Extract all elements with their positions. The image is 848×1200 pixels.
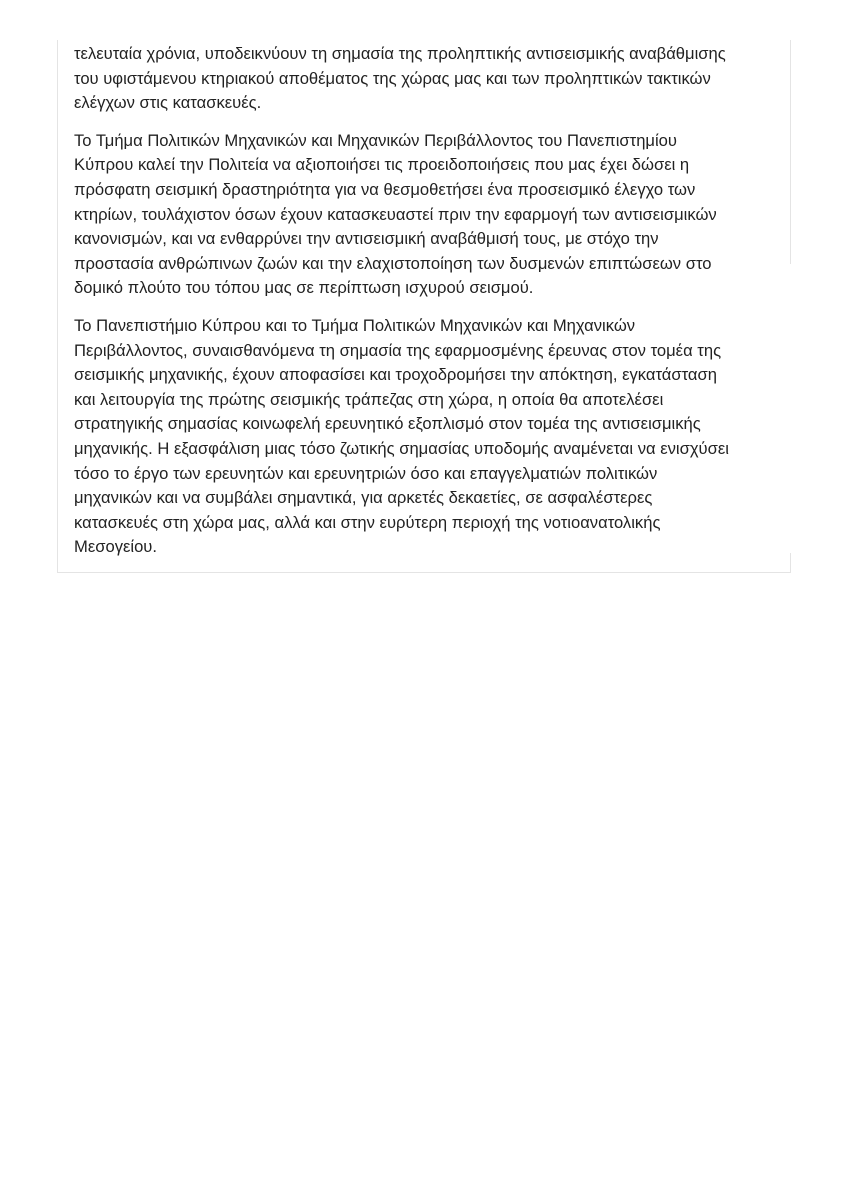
text-line: στρατηγικής σημασίας κοινωφελή ερευνητικό εξοπλισμό στον τομέα της αντισεισμικής xyxy=(74,414,701,434)
paragraph-3 xyxy=(74,314,764,560)
text-line: κτηρίων, τουλάχιστον όσων έχουν κατασκευαστεί πριν την εφαρμογή των αντισεισμικών xyxy=(74,204,717,224)
text-line: κατασκευές στη χώρα μας, αλλά και στην ευρύτερη περιοχή της νοτιοανατολικής xyxy=(74,512,661,532)
text-line: κανονισμών, και να ενθαρρύνει την αντισεισμική αναβάθμισή τους, με στόχο την xyxy=(74,229,659,249)
text-line: Κύπρου καλεί την Πολιτεία να αξιοποιήσει τις προειδοποιήσεις που μας έχει δώσει η xyxy=(74,155,690,175)
text-line: τόσο το έργο των ερευνητών και ερευνητριών όσο και επαγγελματιών πολιτικών xyxy=(74,463,658,483)
text-line: προστασία ανθρώπινων ζωών και την ελαχιστοποίηση των δυσμενών επιπτώσεων στο xyxy=(74,253,712,273)
text-line: του υφιστάμενου κτηριακού αποθέματος της χώρας μας και των προληπτικών τακτικών xyxy=(74,68,711,88)
article-body xyxy=(74,42,764,562)
paragraph-2 xyxy=(74,129,764,301)
text-line: Το Τμήμα Πολιτικών Μηχανικών και Μηχανικών Περιβάλλοντος του Πανεπιστημίου xyxy=(74,130,677,150)
text-line: πρόσφατη σεισμική δραστηριότητα για να θεσμοθετήσει ένα προσεισμικό έλεγχο των xyxy=(74,179,696,199)
text-line: Το Πανεπιστήμιο Κύπρου και το Τμήμα Πολιτικών Μηχανικών και Μηχανικών xyxy=(74,315,636,335)
text-line: Μεσογείου. xyxy=(74,537,157,557)
text-line: σεισμικής μηχανικής, έχουν αποφασίσει και τροχοδρομήσει την απόκτηση, εγκατάσταση xyxy=(74,365,717,385)
text-line: Περιβάλλοντος, συναισθανόμενα τη σημασία της εφαρμοσμένης έρευνας στον τομέα της xyxy=(74,340,722,360)
panel-border-right-lower xyxy=(790,553,791,573)
panel-border-right xyxy=(790,40,791,264)
paragraph-1 xyxy=(74,42,764,116)
text-line: και λειτουργία της πρώτης σεισμικής τράπεζας στη χώρα, η οποία θα αποτελέσει xyxy=(74,389,664,409)
text-line: μηχανικών και να συμβάλει σημαντικά, για αρκετές δεκαετίες, σε ασφαλέστερες xyxy=(74,488,653,508)
text-line: δομικό πλούτο του τόπου μας σε περίπτωση ισχυρού σεισμού. xyxy=(74,278,534,298)
text-line: μηχανικής. Η εξασφάλιση μιας τόσο ζωτικής σημασίας υποδομής αναμένεται να ενισχύσει xyxy=(74,438,729,458)
text-line: τελευταία χρόνια, υποδεικνύουν τη σημασία της προληπτικής αντισεισμικής αναβάθμισης xyxy=(74,44,726,63)
text-line: ελέγχων στις κατασκευές. xyxy=(74,93,262,113)
